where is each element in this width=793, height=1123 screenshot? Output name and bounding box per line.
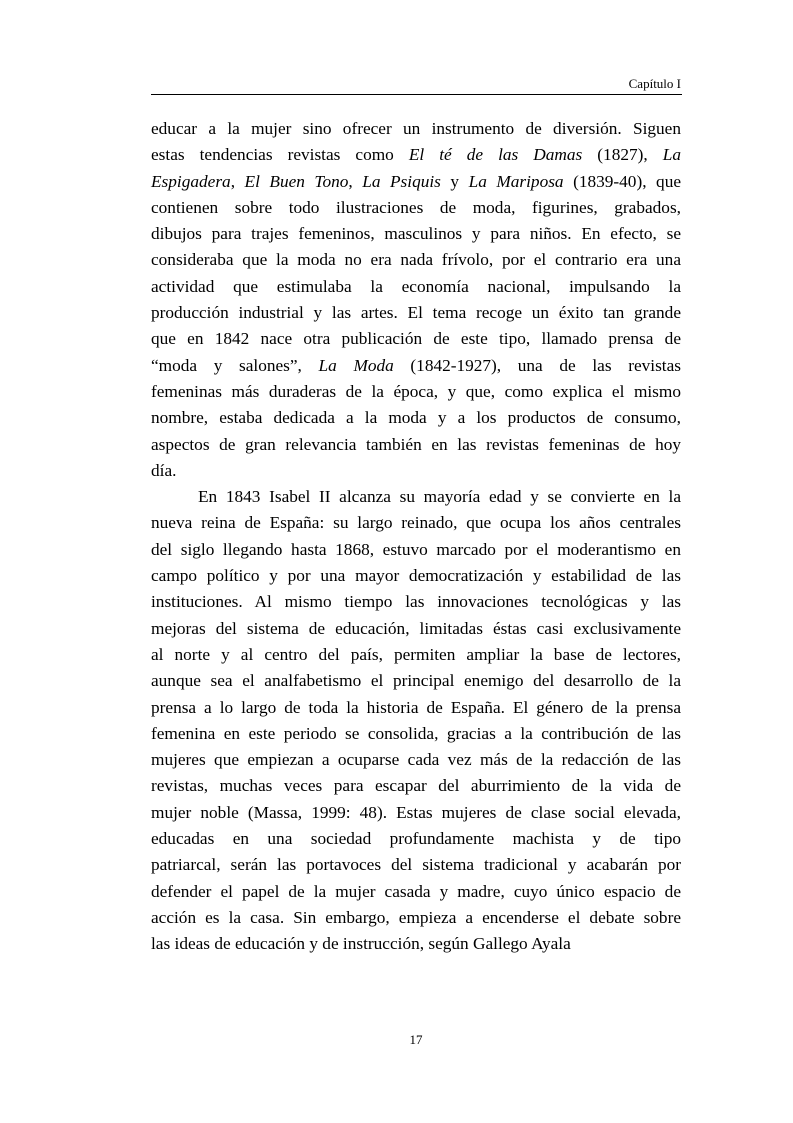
text-line: prensa a lo largo de toda la historia de España. El género de la prensa [151, 697, 681, 717]
text-line: acción es la casa. Sin embargo, empieza a encenderse el debate sobre [151, 907, 681, 927]
text-line: educadas en una sociedad profundamente machista y de tipo [151, 829, 681, 849]
page-number: 17 [409, 1032, 423, 1047]
text-line: revistas, muchas veces para escapar del aburrimiento de la vida de [151, 776, 681, 796]
magazine-title: Espigadera [151, 171, 231, 191]
text-line: En 1843 Isabel II alcanza su mayoría edad y se convierte en la [198, 487, 681, 507]
text-line: Espigadera, El Buen Tono, La Psiquis y La Mariposa (1839-40), que [151, 171, 681, 191]
text-line: aspectos de gran relevancia también en las revistas femeninas de hoy [151, 434, 681, 454]
text-line: contienen sobre todo ilustraciones de moda, figurines, grabados, [151, 197, 681, 217]
paragraph-2 [151, 484, 681, 957]
text-line: aunque sea el analfabetismo el principal enemigo del desarrollo de la [151, 671, 681, 691]
text-line: educar a la mujer sino ofrecer un instrumento de diversión. Siguen [151, 119, 681, 138]
text-line: campo político y por una mayor democratización y estabilidad de las [151, 566, 681, 586]
page-footer [151, 1032, 681, 1048]
header-divider [151, 94, 682, 95]
text-line: patriarcal, serán las portavoces del sistema tradicional y acabarán por [151, 855, 681, 875]
chapter-label: Capítulo I [628, 76, 681, 91]
text-line: dibujos para trajes femeninos, masculinos y para niños. En efecto, se [151, 224, 681, 244]
text-line: nueva reina de España: su largo reinado, que ocupa los años centrales [151, 513, 681, 533]
text-line: las ideas de educación y de instrucción, según Gallego Ayala [151, 934, 571, 954]
text-line: al norte y al centro del país, permiten ampliar la base de lectores, [151, 644, 681, 664]
text-line: femeninas más duraderas de la época, y que, como explica el mismo [151, 381, 681, 401]
magazine-title: La [662, 145, 681, 165]
text-line: femenina en este periodo se consolida, gracias a la contribución de las [151, 723, 681, 743]
paragraph-1 [151, 116, 681, 484]
text-line: nombre, estaba dedicada a la moda y a los productos de consumo, [151, 408, 681, 428]
page-body [151, 116, 681, 958]
text-line: actividad que estimulaba la economía nacional, impulsando la [151, 276, 681, 296]
text-line: mujeres que empiezan a ocuparse cada vez más de la redacción de las [151, 750, 681, 770]
magazine-title: El Buen Tono [244, 171, 349, 191]
text-line: mujer noble (Massa, 1999: 48). Estas mujeres de clase social elevada, [151, 802, 681, 822]
text-line: mejoras del sistema de educación, limitadas éstas casi exclusivamente [151, 618, 681, 638]
text-line: día. [151, 460, 177, 480]
text-line: defender el papel de la mujer casada y madre, cuyo único espacio de [151, 881, 681, 901]
magazine-title: El té de las Damas [408, 145, 583, 165]
text-line: consideraba que la moda no era nada frívolo, por el contrario era una [151, 250, 681, 270]
text-line: “moda y salones”, La Moda (1842-1927), una de las revistas [151, 355, 681, 375]
magazine-title: La Mariposa [468, 171, 564, 191]
magazine-title: La Psiquis [362, 171, 441, 191]
text-line: del siglo llegando hasta 1868, estuvo marcado por el moderantismo en [151, 539, 681, 559]
text-line: producción industrial y las artes. El tema recoge un éxito tan grande [151, 303, 681, 323]
running-header [151, 76, 681, 92]
text-line: estas tendencias revistas como El té de las Damas (1827), La [151, 145, 681, 165]
text-line: que en 1842 nace otra publicación de este tipo, llamado prensa de [151, 329, 681, 349]
text-line: instituciones. Al mismo tiempo las innovaciones tecnológicas y las [151, 592, 681, 612]
magazine-title: La Moda [318, 355, 394, 375]
